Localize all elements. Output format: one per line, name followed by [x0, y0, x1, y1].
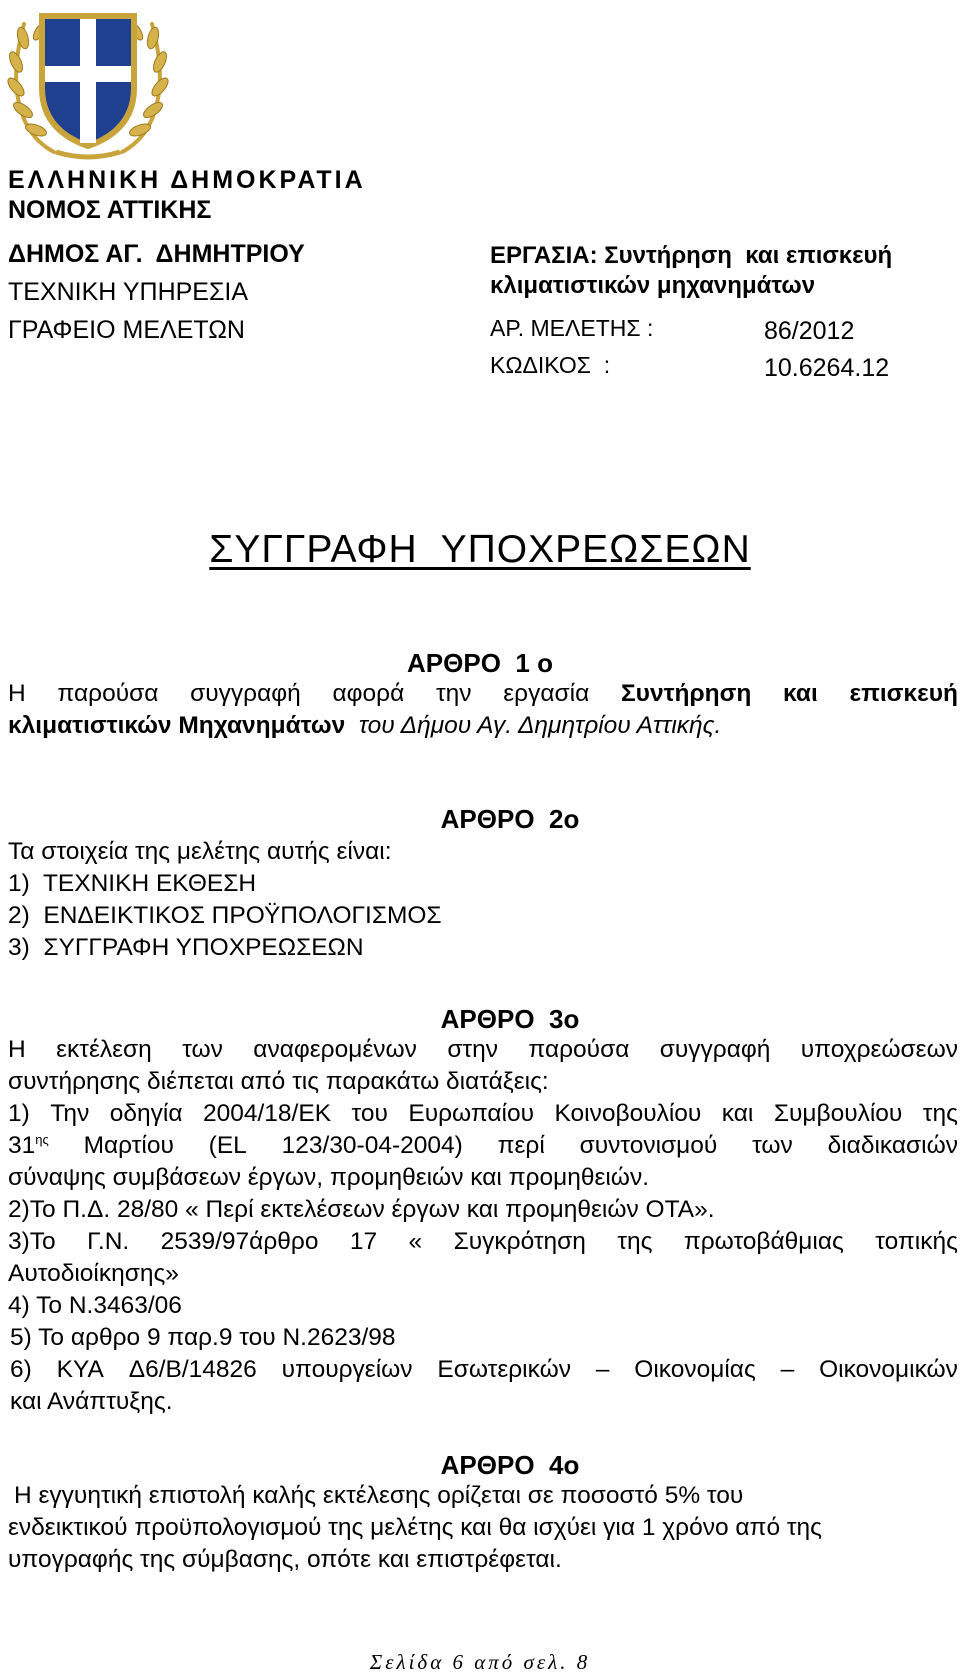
- article1-heading: ΑΡΘΡΟ 1 ο: [407, 648, 553, 678]
- article3-line6: 2)Το Π.Δ. 28/80 « Περί εκτελέσεων έργων και προμηθειών ΟΤΑ».: [8, 1196, 715, 1223]
- page-number-footer: Σελίδα 6 από σελ. 8: [369, 1650, 591, 1674]
- article3-line3: [8, 1100, 958, 1128]
- article3-line7: [8, 1228, 958, 1256]
- word: συγγραφή: [190, 680, 301, 707]
- word: πρωτοβάθμιας: [683, 1228, 844, 1255]
- word: εργασία: [503, 680, 590, 707]
- work-label: ΕΡΓΑΣΙΑ:: [490, 242, 598, 269]
- word: Γ.Ν.: [87, 1228, 130, 1255]
- word: Οικονομίας: [634, 1356, 756, 1383]
- word: Η: [8, 680, 26, 707]
- word: της: [922, 1100, 958, 1127]
- word: 2004/18/ΕΚ: [203, 1100, 332, 1127]
- code-label: ΚΩΔΙΚΟΣ :: [490, 352, 611, 378]
- word: Εσωτερικών: [437, 1356, 571, 1383]
- word: Συντήρηση: [620, 680, 752, 707]
- word: Μαρτίου: [83, 1132, 174, 1159]
- word: (EL: [208, 1132, 247, 1159]
- article1-line2: [8, 712, 721, 740]
- word: επισκευή: [849, 680, 958, 707]
- word: συγγραφή: [659, 1036, 771, 1063]
- word: αφορά: [332, 680, 405, 707]
- word: Ευρωπαίου: [408, 1100, 535, 1127]
- word: 17: [349, 1228, 378, 1255]
- article2-intro: Τα στοιχεία της μελέτης αυτής είναι:: [8, 838, 392, 865]
- article4-heading: ΑΡΘΡΟ 4ο: [440, 1450, 580, 1480]
- word: αναφερομένων: [253, 1036, 417, 1063]
- word: ΚΥΑ: [56, 1356, 104, 1383]
- word: Συμβουλίου: [773, 1100, 903, 1127]
- word: της: [617, 1228, 653, 1255]
- header-municipality: ΔΗΜΟΣ ΑΓ. ΔΗΜΗΤΡΙΟΥ: [8, 240, 305, 268]
- word: 6): [10, 1356, 32, 1383]
- header-work: [490, 242, 892, 270]
- article3-line2: συντήρησης διέπεται από τις παρακάτω διατάξεις:: [8, 1068, 549, 1095]
- work-name: κλιματιστικών Μηχανημάτων: [8, 712, 346, 739]
- word: παρούσα: [57, 680, 159, 707]
- day: 31: [8, 1132, 36, 1159]
- municipality-name: του Δήμου Αγ. Δημητρίου Αττικής.: [358, 712, 722, 739]
- word: Κοινοβουλίου: [554, 1100, 702, 1127]
- word: –: [595, 1356, 610, 1383]
- word: τοπικής: [875, 1228, 958, 1255]
- article3-line9: 4) Το Ν.3463/06: [8, 1292, 182, 1319]
- date-number: [8, 1132, 49, 1160]
- article3-line12: και Ανάπτυξης.: [10, 1388, 173, 1415]
- word: υποχρεώσεων: [800, 1036, 958, 1063]
- word: και: [783, 680, 818, 707]
- article2-heading: ΑΡΘΡΟ 2ο: [440, 804, 580, 834]
- article4-line1: Η εγγυητική επιστολή καλής εκτέλεσης ορίζεται σε ποσοστό 5% του: [14, 1482, 744, 1509]
- word: Η: [8, 1036, 26, 1063]
- article3-line11: [10, 1356, 958, 1384]
- header-country: ΕΛΛΗΝΙΚΗ ΔΗΜΟΚΡΑΤΙΑ: [8, 166, 366, 194]
- code-value: 10.6264.12: [764, 354, 890, 382]
- article2-item-2: 2) ΕΝΔΕΙΚΤΙΚΟΣ ΠΡΟΫΠΟΛΟΓΙΣΜΟΣ: [8, 902, 442, 929]
- page-title: ΣΥΓΓΡΑΦΗ ΥΠΟΧΡΕΩΣΕΩΝ: [209, 528, 751, 571]
- article3-line1: [8, 1036, 958, 1064]
- article3-line10: 5) Το αρθρο 9 παρ.9 του Ν.2623/98: [10, 1324, 396, 1351]
- work-value-1: Συντήρηση και επισκευή: [604, 242, 893, 269]
- word: 1): [8, 1100, 30, 1127]
- header-service: ΤΕΧΝΙΚΗ ΥΠΗΡΕΣΙΑ: [8, 278, 249, 306]
- article2-item-1: 1) ΤΕΧΝΙΚΗ ΕΚΘΕΣΗ: [8, 870, 257, 897]
- study-value: 86/2012: [764, 317, 855, 345]
- word: διαδικασιών: [827, 1132, 958, 1159]
- word: Συγκρότηση: [453, 1228, 586, 1255]
- word: –: [780, 1356, 795, 1383]
- article4-line3: υπογραφής της σύμβασης, οπότε και επιστρέφεται.: [8, 1546, 562, 1573]
- article2-item-3: 3) ΣΥΓΓΡΑΦΗ ΥΠΟΧΡΕΩΣΕΩΝ: [8, 934, 364, 961]
- word: περί: [497, 1132, 545, 1159]
- word: την: [435, 680, 472, 707]
- word: «: [408, 1228, 423, 1255]
- article3-line8: Αυτοδιοίκησης»: [8, 1260, 179, 1287]
- word: 123/30-04-2004): [281, 1132, 463, 1159]
- header-prefecture: ΝΟΜΟΣ ΑΤΤΙΚΗΣ: [8, 196, 212, 224]
- word: Οικονομικών: [819, 1356, 958, 1383]
- header-office: ΓΡΑΦΕΙΟ ΜΕΛΕΤΩΝ: [8, 316, 245, 344]
- word: συντονισμού: [579, 1132, 718, 1159]
- word: των: [752, 1132, 793, 1159]
- greek-coat-of-arms-icon: [4, 2, 172, 162]
- word: παρούσα: [528, 1036, 630, 1063]
- word: και: [721, 1100, 754, 1127]
- study-label: ΑΡ. ΜΕΛΕΤΗΣ :: [490, 315, 654, 341]
- word: του: [351, 1100, 388, 1127]
- word: 3)Το: [8, 1228, 56, 1255]
- article3-line4: [8, 1132, 958, 1160]
- word: των: [182, 1036, 223, 1063]
- article1-line1: [8, 680, 958, 708]
- word: Δ6/Β/14826: [128, 1356, 257, 1383]
- article3-line5: σύναψης συμβάσεων έργων, προμηθειών και προμηθειών.: [8, 1164, 649, 1191]
- word: 2539/97άρθρο: [160, 1228, 319, 1255]
- article4-line2: ενδεικτικού προϋπολογισμού της μελέτης και θα ισχύει για 1 χρόνο από της: [8, 1514, 822, 1541]
- article3-heading: ΑΡΘΡΟ 3ο: [440, 1004, 580, 1034]
- ordinal-suffix: ης: [35, 1132, 49, 1147]
- word: οδηγία: [109, 1100, 183, 1127]
- word: εκτέλεση: [56, 1036, 152, 1063]
- word: Την: [50, 1100, 90, 1127]
- word: υπουργείων: [281, 1356, 413, 1383]
- word: στην: [447, 1036, 498, 1063]
- work-value-2: κλιματιστικών μηχανημάτων: [490, 272, 816, 299]
